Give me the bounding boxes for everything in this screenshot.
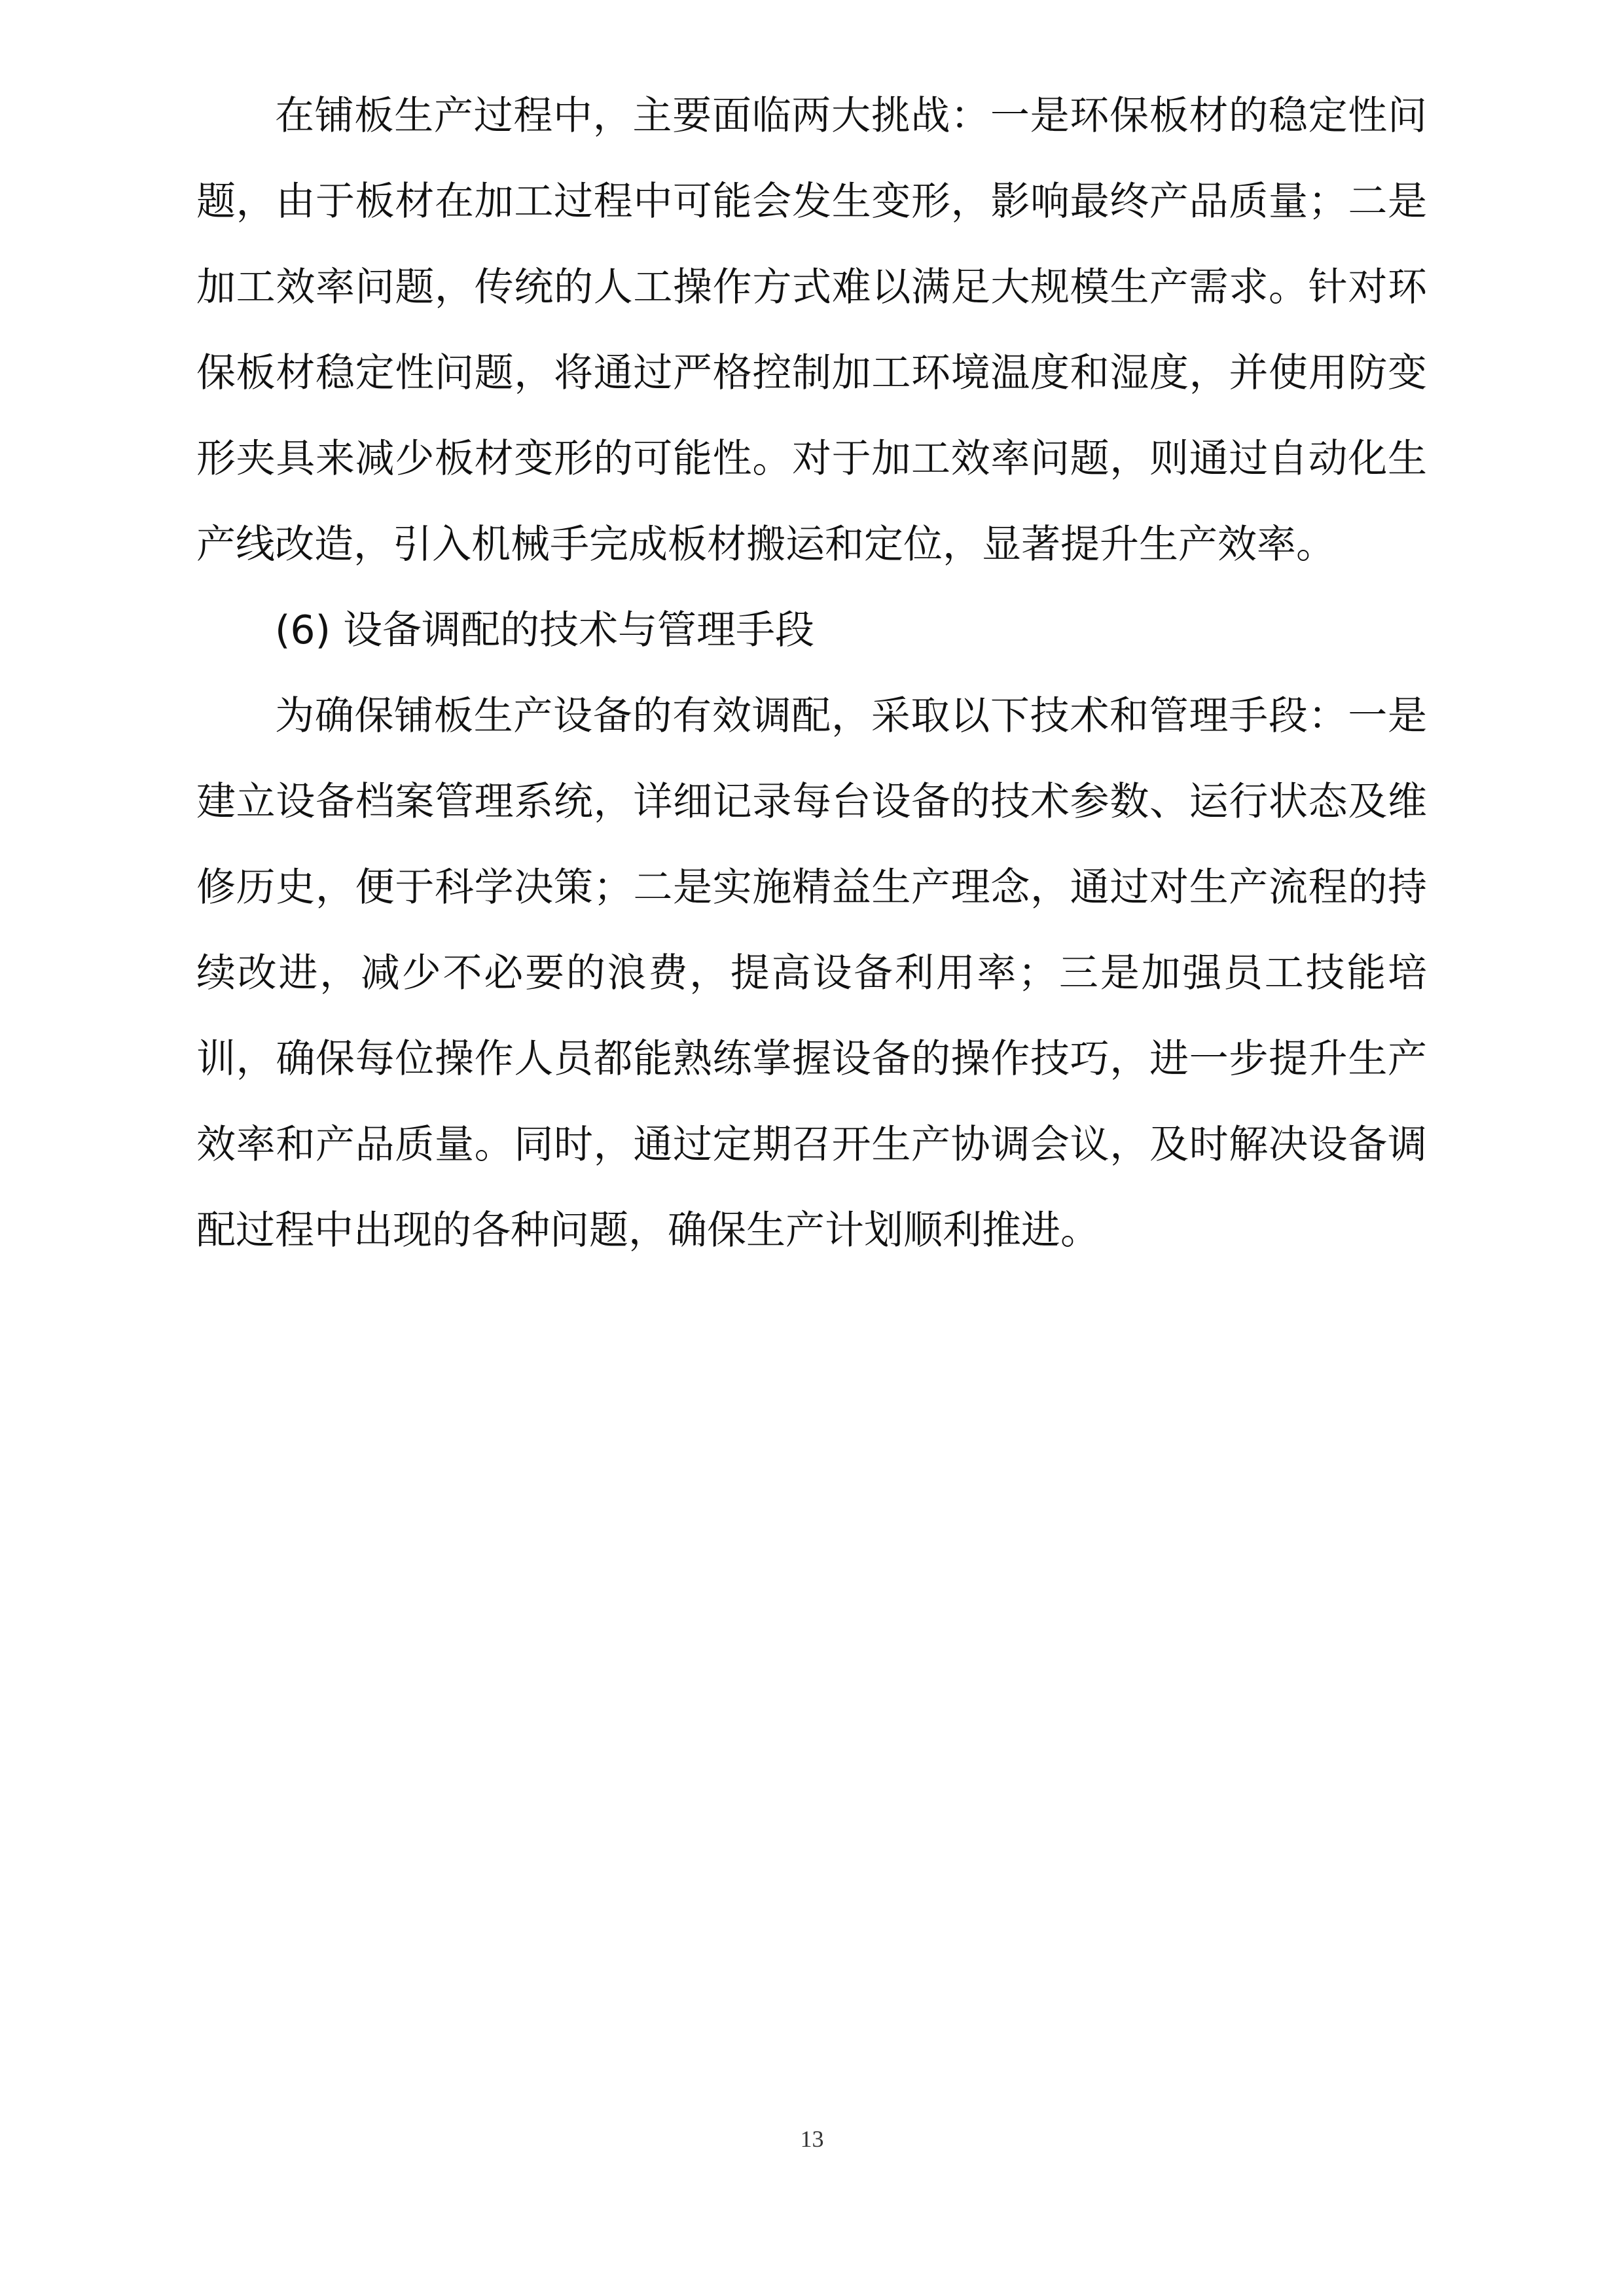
body-text (196, 73, 1427, 1274)
page-number: 13 (800, 2126, 824, 2152)
section-heading: (6) 设备调配的技术与管理手段 (275, 607, 815, 653)
paragraph-challenges: 在铺板生产过程中，主要面临两大挑战：一是环保板材的稳定性问题，由于板材在加工过程中可能会发生变形，影响最终产品质量；二是加工效率问题，传统的人工操作方式难以满足大规模生产需求。针对环保板材稳定性问题，将通过严格控制加工环境温度和湿度，并使用防变形夹具来减少板材变形的可能性。对于加工效率问题，则通过自动化生产线改造，引入机械手完成板材搬运和定位，显著提升生产效率。 (196, 93, 1427, 567)
paragraph-equipment-allocation: 为确保铺板生产设备的有效调配，采取以下技术和管理手段：一是建立设备档案管理系统，详细记录每台设备的技术参数、运行状态及维修历史，便于科学决策；二是实施精益生产理念，通过对生产流程的持续改进，减少不必要的浪费，提高设备利用率；三是加强员工技能培训，确保每位操作人员都能熟练掌握设备的操作技巧，进一步提升生产效率和产品质量。同时，通过定期召开生产协调会议，及时解决设备调配过程中出现的各种问题，确保生产计划顺利推进。 (196, 693, 1427, 1253)
